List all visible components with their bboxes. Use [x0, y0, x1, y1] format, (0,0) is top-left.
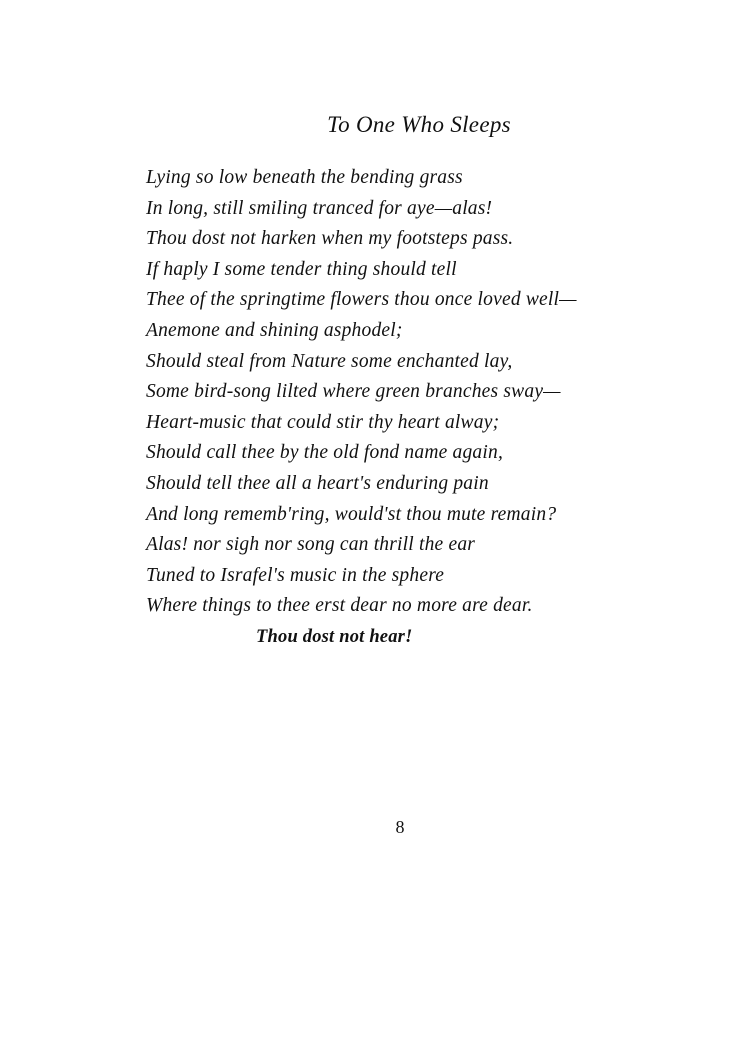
poem-line: Should call thee by the old fond name again,: [146, 442, 504, 464]
poem-line: Should steal from Nature some enchanted lay,: [146, 350, 513, 372]
poem-final-line: Thou dost not hear!: [256, 626, 413, 647]
poem-line: Should tell thee all a heart's enduring pain: [146, 472, 489, 494]
poem-line: Anemone and shining asphodel;: [146, 319, 403, 341]
poem-line: In long, still smiling tranced for aye—alas!: [146, 197, 493, 219]
poem-title: To One Who Sleeps: [327, 112, 511, 137]
poem-line: If haply I some tender thing should tell: [146, 258, 457, 280]
poem-line: And long rememb'ring, would'st thou mute remain?: [146, 503, 557, 525]
poem-line: Thou dost not harken when my footsteps pass.: [146, 228, 514, 250]
poem-line: Tuned to Israfel's music in the sphere: [146, 564, 445, 586]
poem-line: Where things to thee erst dear no more are dear.: [146, 595, 533, 617]
poem-body: [146, 163, 731, 653]
poem-line: Lying so low beneath the bending grass: [146, 167, 463, 188]
poem-line: Thee of the springtime flowers thou once loved well—: [146, 289, 577, 311]
poem-line: Alas! nor sigh nor song can thrill the ear: [146, 534, 476, 556]
page-number: 8: [395, 817, 405, 837]
poem-line: Some bird-song lilted where green branches sway—: [146, 381, 561, 403]
poem-line: Heart-music that could stir thy heart alway;: [146, 411, 500, 433]
